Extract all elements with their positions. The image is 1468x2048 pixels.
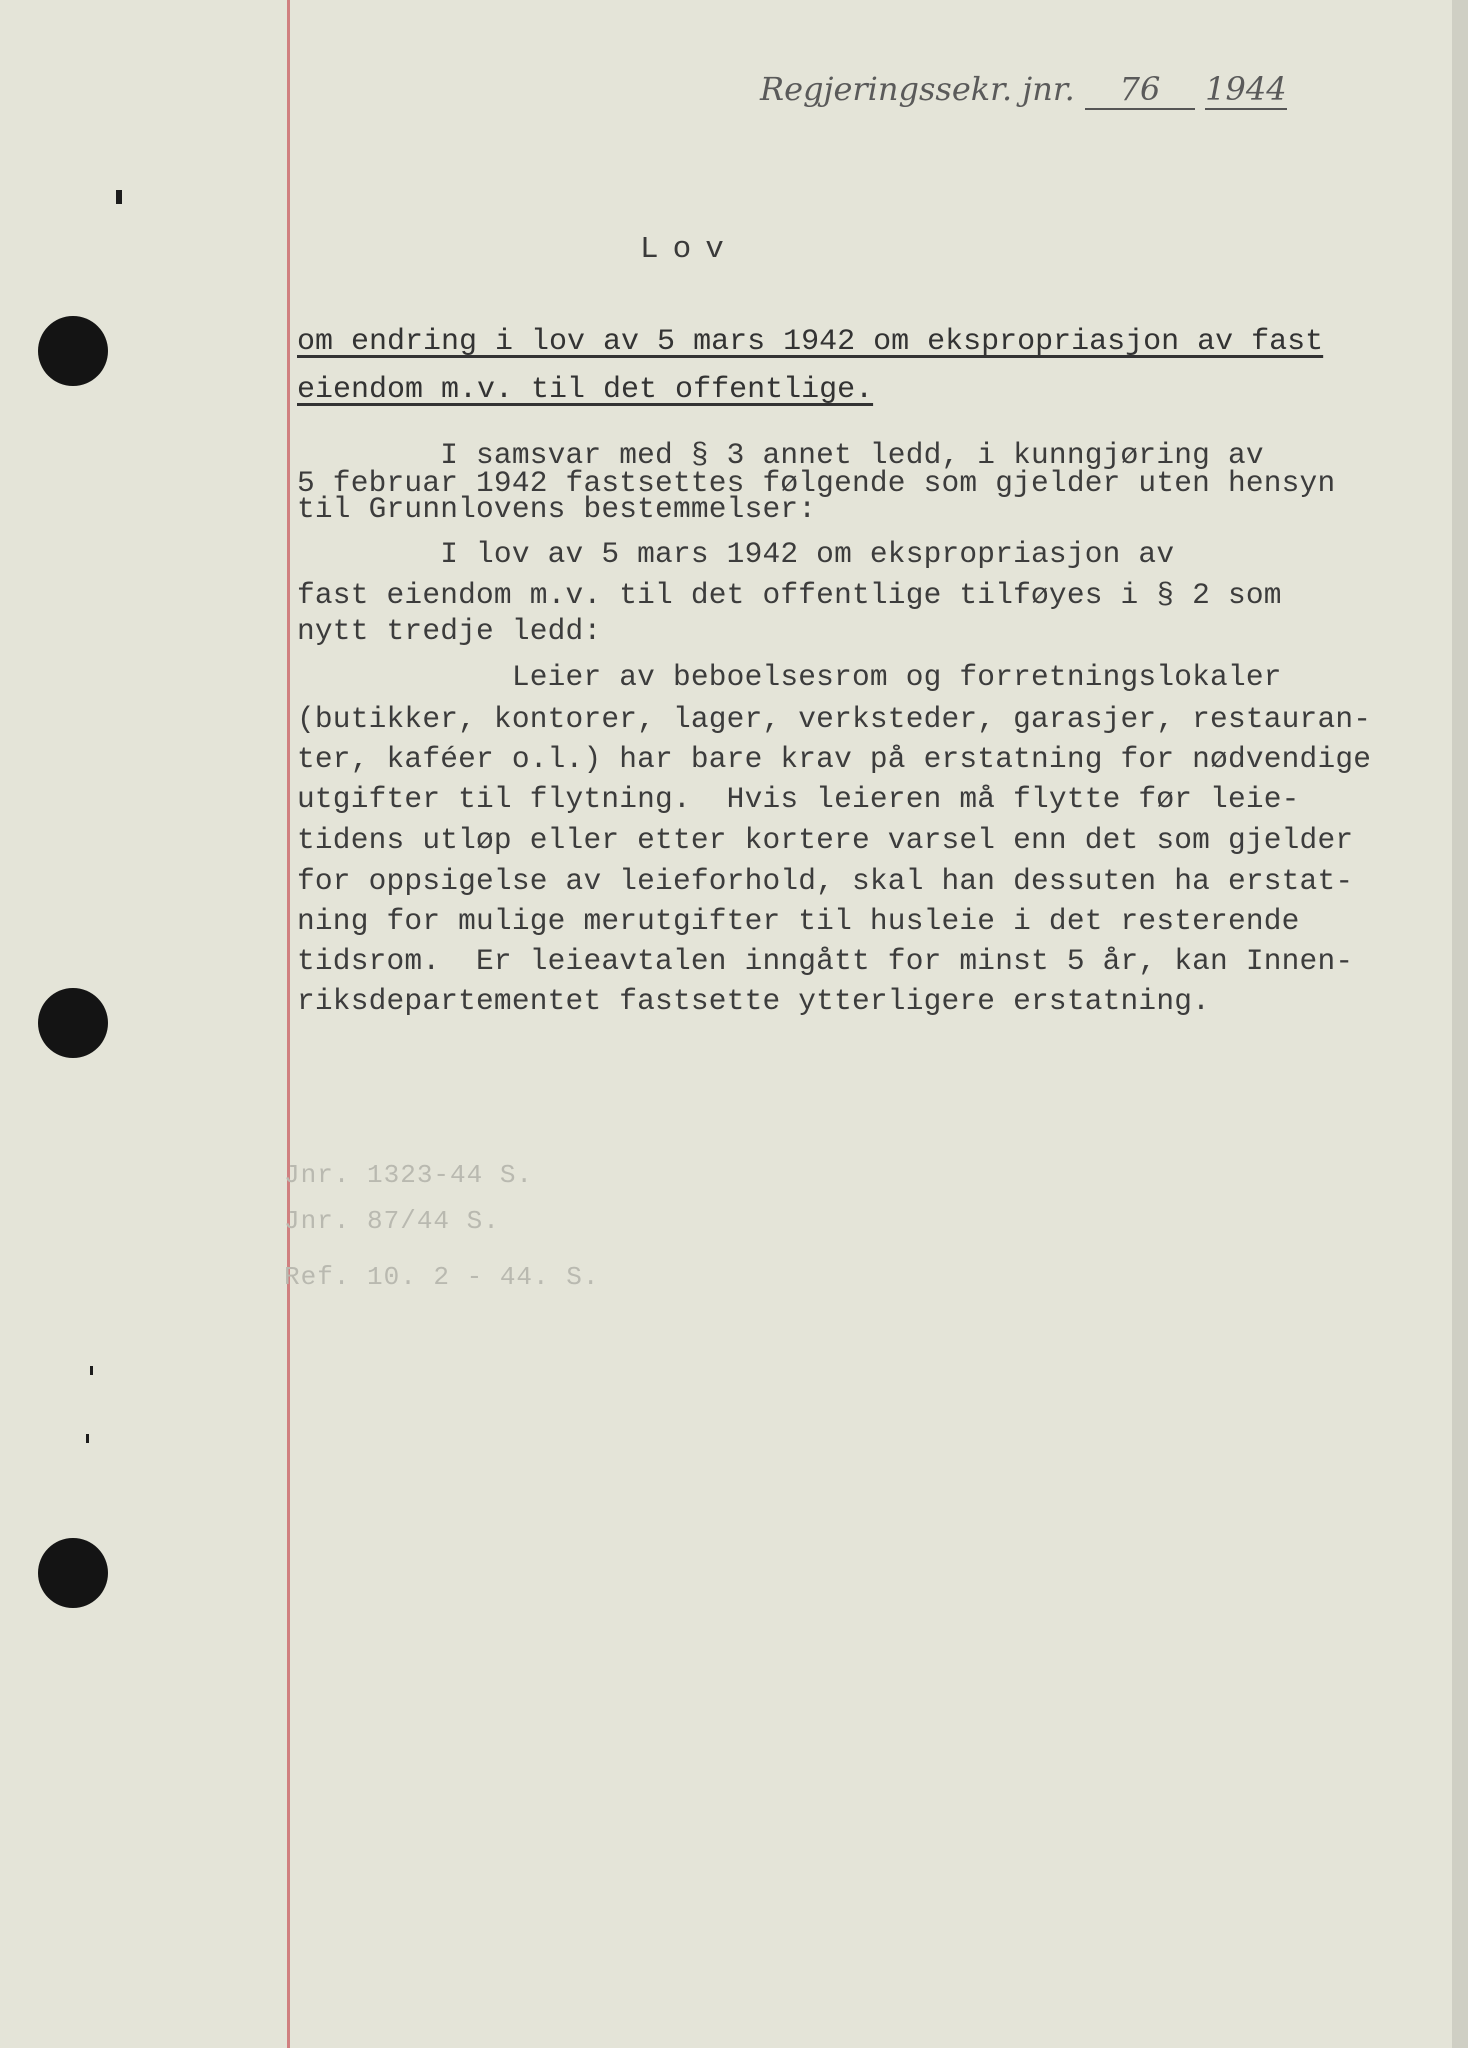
punch-hole	[38, 316, 108, 386]
subtitle-line: eiendom m.v. til det offentlige.	[297, 373, 874, 407]
red-margin-line	[287, 0, 290, 2048]
journal-number: 76	[1085, 70, 1195, 110]
body-line: 5 februar 1942 fastsettes følgende som gjelder uten hensyn	[297, 466, 1336, 500]
body-line: ning for mulige merutgifter til husleie i det resterende	[297, 904, 1300, 938]
body-line: I lov av 5 mars 1942 om ekspropriasjon av	[297, 537, 1175, 571]
registry-label: Regjeringssekr. jnr.	[760, 70, 1075, 108]
body-line: ter, kaféer o.l.) har bare krav på erstatning for nødvendige	[297, 742, 1372, 776]
reference-line: Jnr. 1323-44 S.	[284, 1160, 534, 1190]
body-line: (butikker, kontorer, lager, verksteder, garasjer, restauran-	[297, 702, 1372, 736]
ink-speck	[86, 1434, 89, 1443]
body-line: nytt tredje ledd:	[297, 614, 602, 648]
punch-hole	[38, 1538, 108, 1608]
ink-speck	[90, 1366, 93, 1375]
body-line: riksdepartementet fastsette ytterligere erstatning.	[297, 984, 1211, 1018]
body-line: for oppsigelse av leieforhold, skal han dessuten ha erstat-	[297, 864, 1354, 898]
body-line: utgifter til flytning. Hvis leieren må flytte før leie-	[297, 782, 1300, 816]
punch-hole	[38, 988, 108, 1058]
reference-line: Ref. 10. 2 - 44. S.	[284, 1262, 600, 1292]
page-edge	[1452, 0, 1468, 2048]
journal-year: 1944	[1205, 70, 1287, 108]
reference-line: Jnr. 87/44 S.	[284, 1206, 500, 1236]
body-line: fast eiendom m.v. til det offentlige tilføyes i § 2 som	[297, 578, 1282, 612]
body-line: tidsrom. Er leieavtalen inngått for minst 5 år, kan Innen-	[297, 944, 1354, 978]
body-line: til Grunnlovens bestemmelser:	[297, 492, 817, 526]
subtitle-line: om endring i lov av 5 mars 1942 om ekspropriasjon av fast	[297, 325, 1324, 359]
body-line: Leier av beboelsesrom og forretningslokaler	[297, 660, 1282, 694]
body-line: tidens utløp eller etter kortere varsel enn det som gjelder	[297, 823, 1354, 857]
document-title: Lov	[640, 232, 738, 267]
registry-header	[760, 70, 1287, 110]
ink-speck	[116, 190, 122, 204]
body-line: I samsvar med § 3 annet ledd, i kunngjøring av	[297, 438, 1264, 472]
